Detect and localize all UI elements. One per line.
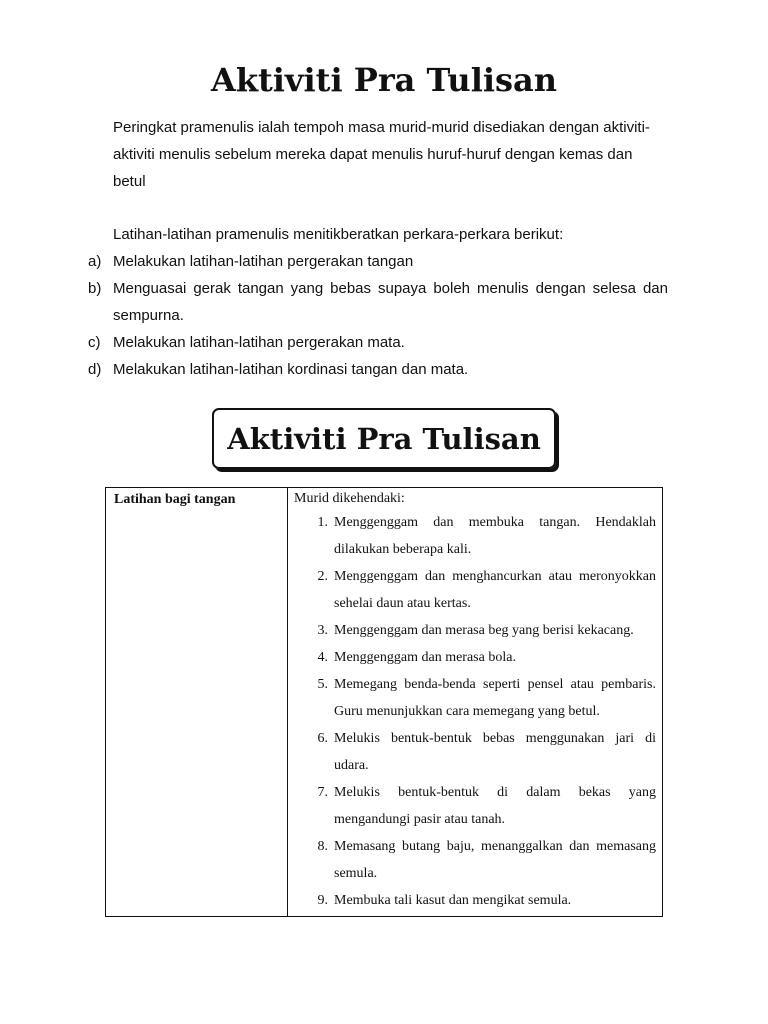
category-cell <box>106 488 288 917</box>
step-text: Memegang benda-benda seperti pensel atau pembaris. Guru menunjukkan cara memegang yang betul. <box>334 677 656 719</box>
list-item <box>88 275 668 329</box>
step-item <box>294 509 656 563</box>
activity-table <box>105 487 663 917</box>
step-number: 1. <box>317 515 328 530</box>
step-text: Melukis bentuk-bentuk di dalam bekas yang mengandungi pasir atau tanah. <box>334 785 656 827</box>
list-item <box>88 248 668 275</box>
list-marker: c) <box>88 334 101 351</box>
step-item <box>294 617 656 644</box>
list-item-text: Melakukan latihan-latihan pergerakan mata. <box>113 334 405 351</box>
step-number: 5. <box>317 677 328 692</box>
activity-steps <box>294 509 656 914</box>
page-title: Aktiviti Pra Tulisan <box>210 61 558 99</box>
activities-intro: Murid dikehendaki: <box>294 491 405 506</box>
list-item-text: Menguasai gerak tangan yang bebas supaya boleh menulis dengan selesa dan sempurna. <box>113 280 668 324</box>
focus-intro: Latihan-latihan pramenulis menitikberatkan perkara-perkara berikut: <box>113 226 564 243</box>
section-banner-title: Aktiviti Pra Tulisan <box>227 421 541 456</box>
activities-cell <box>288 488 663 917</box>
list-item-text: Melakukan latihan-latihan kordinasi tangan dan mata. <box>113 361 469 378</box>
list-item <box>88 329 668 356</box>
focus-list <box>88 248 668 383</box>
list-marker: b) <box>88 280 102 297</box>
step-number: 8. <box>317 839 328 854</box>
step-number: 3. <box>317 623 328 638</box>
step-number: 4. <box>317 650 328 665</box>
step-number: 2. <box>317 569 328 584</box>
step-text: Membuka tali kasut dan mengikat semula. <box>334 893 572 908</box>
list-item-text: Melakukan latihan-latihan pergerakan tangan <box>113 253 414 270</box>
step-number: 9. <box>317 893 328 908</box>
step-text: Menggenggam dan membuka tangan. Hendaklah dilakukan beberapa kali. <box>334 515 656 557</box>
step-text: Menggenggam dan merasa bola. <box>334 650 516 665</box>
step-item <box>294 725 656 779</box>
list-marker: a) <box>88 253 102 270</box>
step-text: Memasang butang baju, menanggalkan dan memasang semula. <box>334 839 656 881</box>
intro-paragraph: Peringkat pramenulis ialah tempoh masa murid-murid disediakan dengan aktiviti-aktiviti menulis sebelum mereka dapat menulis huruf-huruf dengan kemas dan betul <box>113 119 650 190</box>
step-item <box>294 644 656 671</box>
step-text: Menggenggam dan menghancurkan atau meronyokkan sehelai daun atau kertas. <box>334 569 656 611</box>
step-text: Melukis bentuk-bentuk bebas menggunakan jari di udara. <box>334 731 656 773</box>
step-number: 6. <box>317 731 328 746</box>
step-item <box>294 779 656 833</box>
step-item <box>294 833 656 887</box>
step-item <box>294 887 656 914</box>
step-number: 7. <box>317 785 328 800</box>
step-text: Menggenggam dan merasa beg yang berisi kekacang. <box>334 623 634 638</box>
section-banner <box>212 408 556 469</box>
list-item <box>88 356 668 383</box>
step-item <box>294 563 656 617</box>
list-marker: d) <box>88 361 102 378</box>
step-item <box>294 671 656 725</box>
category-label: Latihan bagi tangan <box>114 492 236 507</box>
table-row <box>106 488 663 917</box>
